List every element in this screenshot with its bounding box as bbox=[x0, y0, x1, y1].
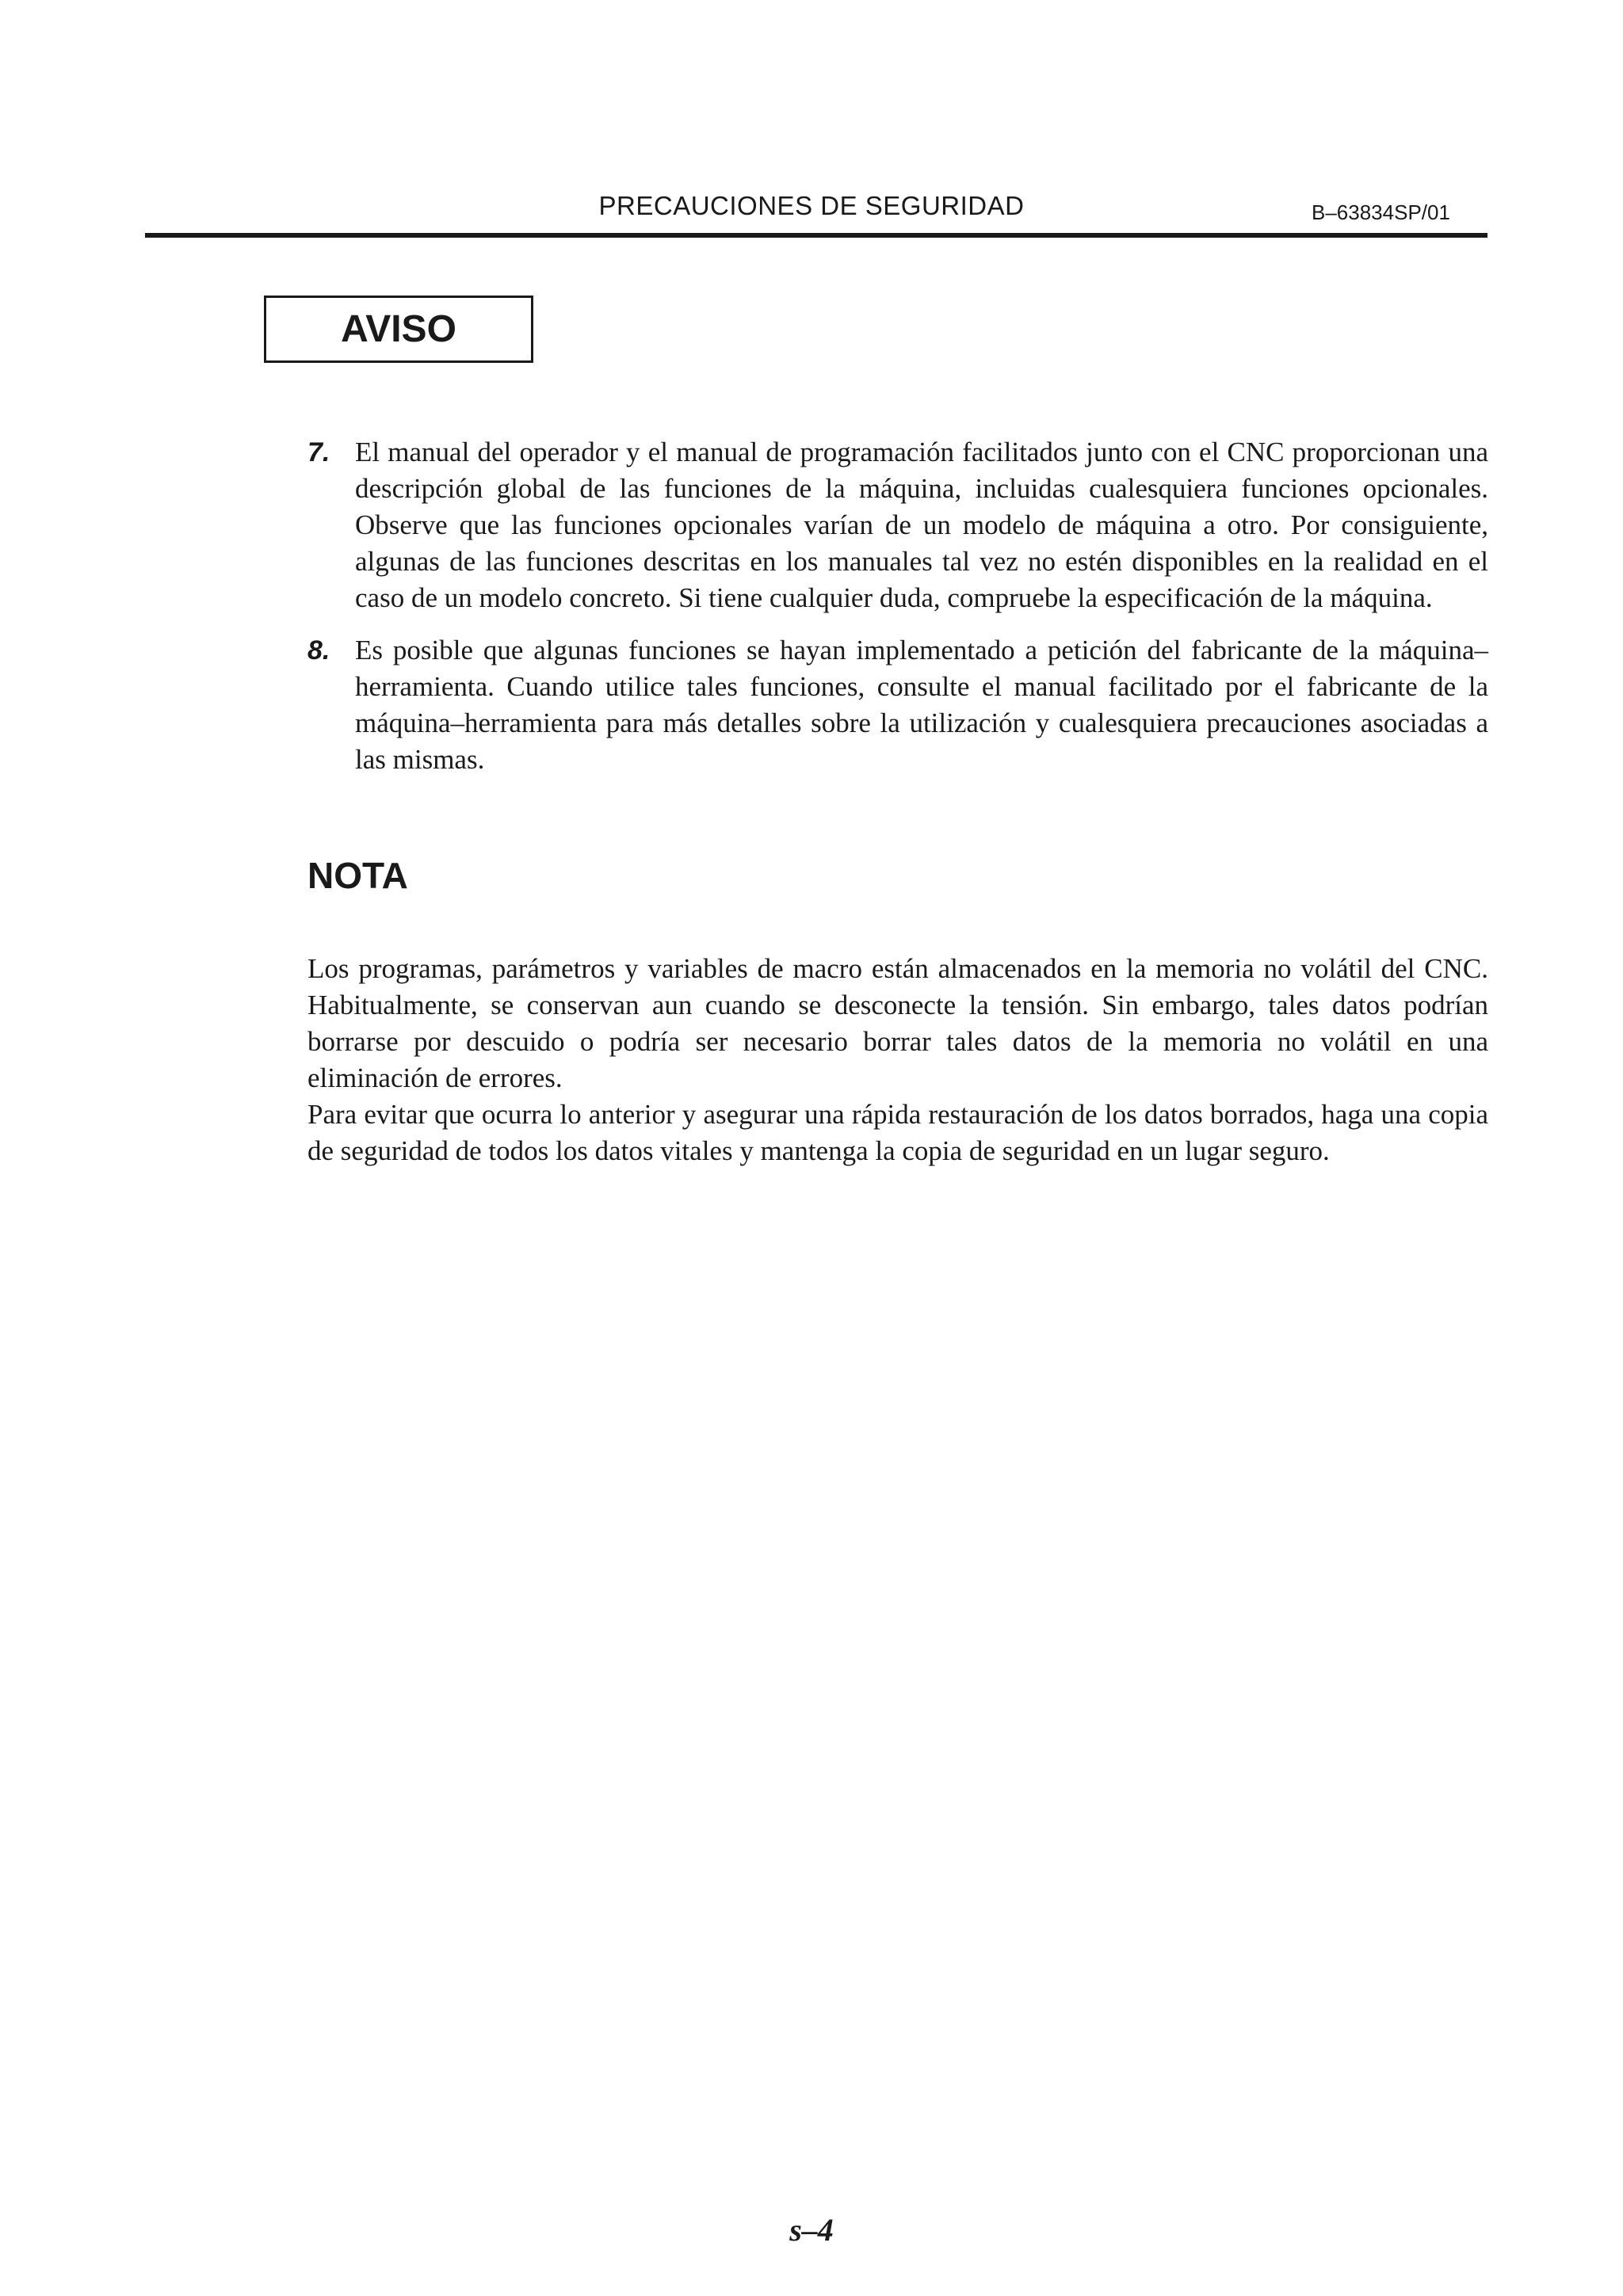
nota-paragraph: Para evitar que ocurra lo anterior y asegurar una rápida restauración de los datos borrados, haga una copia de seguridad de todos los datos vitales y mantenga la copia de seguridad en un lugar seguro. bbox=[307, 1099, 1488, 1166]
header-title: PRECAUCIONES DE SEGURIDAD bbox=[598, 191, 1025, 220]
nota-body bbox=[307, 951, 1488, 1169]
list-item bbox=[307, 632, 1488, 778]
item-number: 7. bbox=[307, 437, 330, 467]
page-number: s–4 bbox=[789, 2212, 834, 2248]
aviso-box bbox=[264, 296, 533, 363]
aviso-label: AVISO bbox=[341, 308, 456, 350]
item-text: El manual del operador y el manual de programación facilitados junto con el CNC proporcionan una descripción global de las funciones de la máquina, incluidas cualesquiera funciones opcionales. Observe que las funciones opcionales varían de un modelo de máquina a otro. Por consiguiente, algunas de las funciones descritas en los manuales tal vez no estén disponibles en la realidad en el caso de un modelo concreto. Si tiene cualquier duda, compruebe la especificación de la máquina. bbox=[355, 437, 1488, 613]
nota-heading: NOTA bbox=[307, 855, 408, 896]
document-code: B–63834SP/01 bbox=[1312, 200, 1450, 224]
header-divider bbox=[145, 233, 1487, 238]
item-text: Es posible que algunas funciones se hayan implementado a petición del fabricante de la máquina–herramienta. Cuando utilice tales funciones, consulte el manual facilitado por el fabricante de la máquina–herramienta para más detalles sobre la utilización y cualesquiera precauciones asociadas a las mismas. bbox=[355, 635, 1488, 775]
warning-list bbox=[307, 434, 1488, 794]
nota-paragraph: Los programas, parámetros y variables de macro están almacenados en la memoria no volátil del CNC. Habitualmente, se conservan aun cuando se desconecte la tensión. Sin embargo, tales datos podrían borrarse por descuido o podría ser necesario borrar tales datos de la memoria no volátil en una eliminación de errores. bbox=[307, 953, 1488, 1093]
item-number: 8. bbox=[307, 635, 330, 666]
list-item bbox=[307, 434, 1488, 616]
